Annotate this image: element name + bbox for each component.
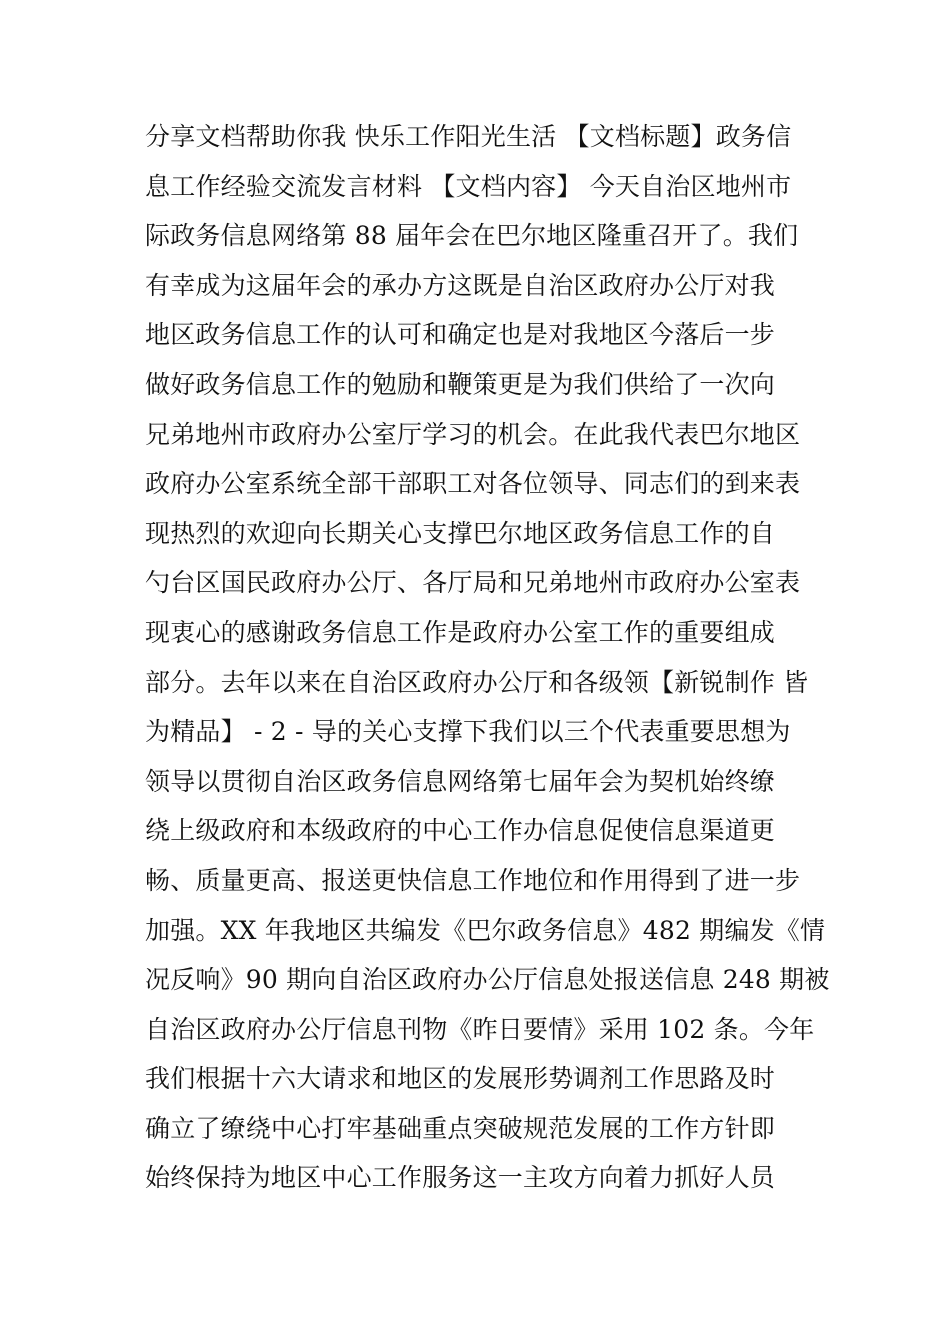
text-line: 为精品】 - 2 - 导的关心支撑下我们以三个代表重要思想为 <box>145 717 791 747</box>
text-line: 领导以贯彻自治区政务信息网络第七届年会为契机始终缭 <box>145 766 776 796</box>
text-line: 有幸成为这届年会的承办方这既是自治区政府办公厅对我 <box>145 270 776 300</box>
text-line: 绕上级政府和本级政府的中心工作办信息促使信息渠道更 <box>145 816 776 846</box>
text-line: 现衷心的感谢政务信息工作是政府办公室工作的重要组成 <box>145 617 776 647</box>
document-body-text <box>145 112 830 1203</box>
text-line: 始终保持为地区中心工作服务这一主攻方向着力抓好人员 <box>145 1163 776 1193</box>
text-line: 分享文档帮助你我 快乐工作阳光生活 【文档标题】政务信 <box>145 122 792 151</box>
text-line: 现热烈的欢迎向长期关心支撑巴尔地区政务信息工作的自 <box>145 518 776 548</box>
text-line: 际政务信息网络第 88 届年会在巴尔地区隆重召开了。我们 <box>145 221 799 251</box>
text-line: 政府办公室系统全部干部职工对各位领导、同志们的到来表 <box>145 469 801 499</box>
text-line: 畅、质量更高、报送更快信息工作地位和作用得到了进一步 <box>145 865 801 895</box>
text-line: 我们根据十六大请求和地区的发展形势调剂工作思路及时 <box>145 1064 776 1094</box>
text-line: 勺台区国民政府办公厅、各厅局和兄弟地州市政府办公室表 <box>145 568 801 598</box>
text-line: 确立了缭绕中心打牢基础重点突破规范发展的工作方针即 <box>145 1113 776 1143</box>
text-line: 地区政务信息工作的认可和确定也是对我地区今落后一步 <box>145 320 776 350</box>
text-line: 加强。XX 年我地区共编发《巴尔政务信息》482 期编发《情 <box>145 915 826 945</box>
text-line: 况反响》90 期向自治区政府办公厅信息处报送信息 248 期被 <box>145 965 830 995</box>
text-line: 做好政务信息工作的勉励和鞭策更是为我们供给了一次向 <box>145 369 776 399</box>
text-line: 部分。去年以来在自治区政府办公厅和各级领【新锐制作 皆 <box>145 667 809 697</box>
text-line: 兄弟地州市政府办公室厅学习的机会。在此我代表巴尔地区 <box>145 419 801 449</box>
text-line: 自治区政府办公厅信息刊物《昨日要情》采用 102 条。今年 <box>145 1014 815 1044</box>
text-line: 息工作经验交流发言材料 【文档内容】 今天自治区地州市 <box>145 171 792 201</box>
